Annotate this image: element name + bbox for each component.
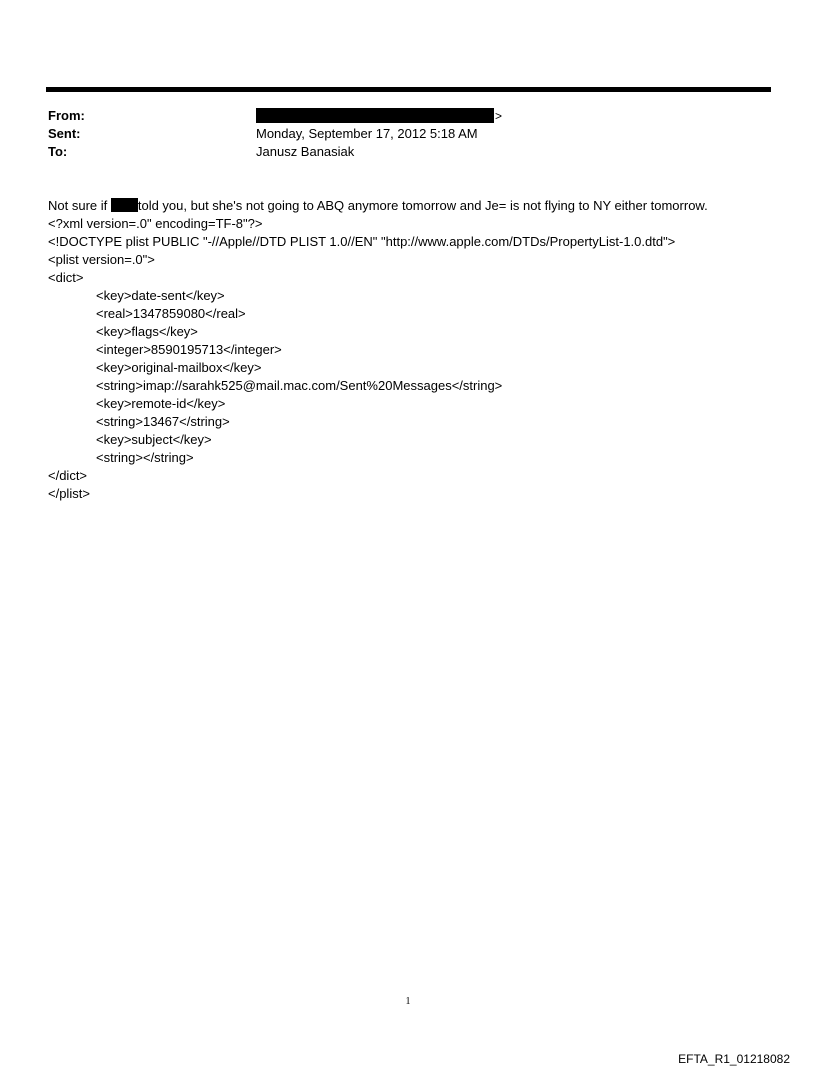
xml-line: <plist version=.0"> — [48, 252, 155, 267]
sent-value: Monday, September 17, 2012 5:18 AM — [256, 126, 478, 141]
xml-line: </dict> — [48, 468, 88, 483]
xml-line: <key>remote-id</key> — [96, 396, 226, 411]
xml-line: <real>1347859080</real> — [96, 306, 246, 321]
message-text-line — [48, 197, 708, 215]
to-value: Janusz Banasiak — [256, 144, 355, 159]
xml-line: <key>date-sent</key> — [96, 288, 225, 303]
to-label: To: — [48, 144, 68, 159]
sent-label: Sent: — [48, 126, 81, 141]
from-value — [256, 107, 502, 125]
xml-line: <key>original-mailbox</key> — [96, 360, 262, 375]
header-divider-rule — [46, 87, 771, 92]
xml-line: <!DOCTYPE plist PUBLIC "-//Apple//DTD PLIST 1.0//EN" "http://www.apple.com/DTDs/PropertyList-1.0.dtd"> — [48, 234, 676, 249]
xml-line: </plist> — [48, 486, 90, 501]
from-label: From: — [48, 108, 85, 123]
xml-line: <string></string> — [96, 450, 194, 465]
xml-line: <?xml version=.0" encoding=TF-8"?> — [48, 216, 263, 231]
redaction-block — [256, 108, 494, 123]
xml-line: <key>flags</key> — [96, 324, 198, 339]
redaction-block — [111, 198, 138, 212]
page-number: 1 — [405, 996, 411, 1007]
xml-line: <integer>8590195713</integer> — [96, 342, 282, 357]
message-text-part2: told you, but she's not going to ABQ anymore tomorrow and Je= is not flying to NY either tomorrow. — [137, 198, 708, 213]
xml-line: <dict> — [48, 270, 84, 285]
from-suffix: > — [495, 109, 503, 123]
xml-line: <string>imap://sarahk525@mail.mac.com/Sent%20Messages</string> — [96, 378, 503, 393]
xml-line: <string>13467</string> — [96, 414, 230, 429]
message-text-part1: Not sure if — [48, 198, 111, 213]
bates-number: EFTA_R1_01218082 — [678, 1052, 790, 1066]
xml-line: <key>subject</key> — [96, 432, 212, 447]
